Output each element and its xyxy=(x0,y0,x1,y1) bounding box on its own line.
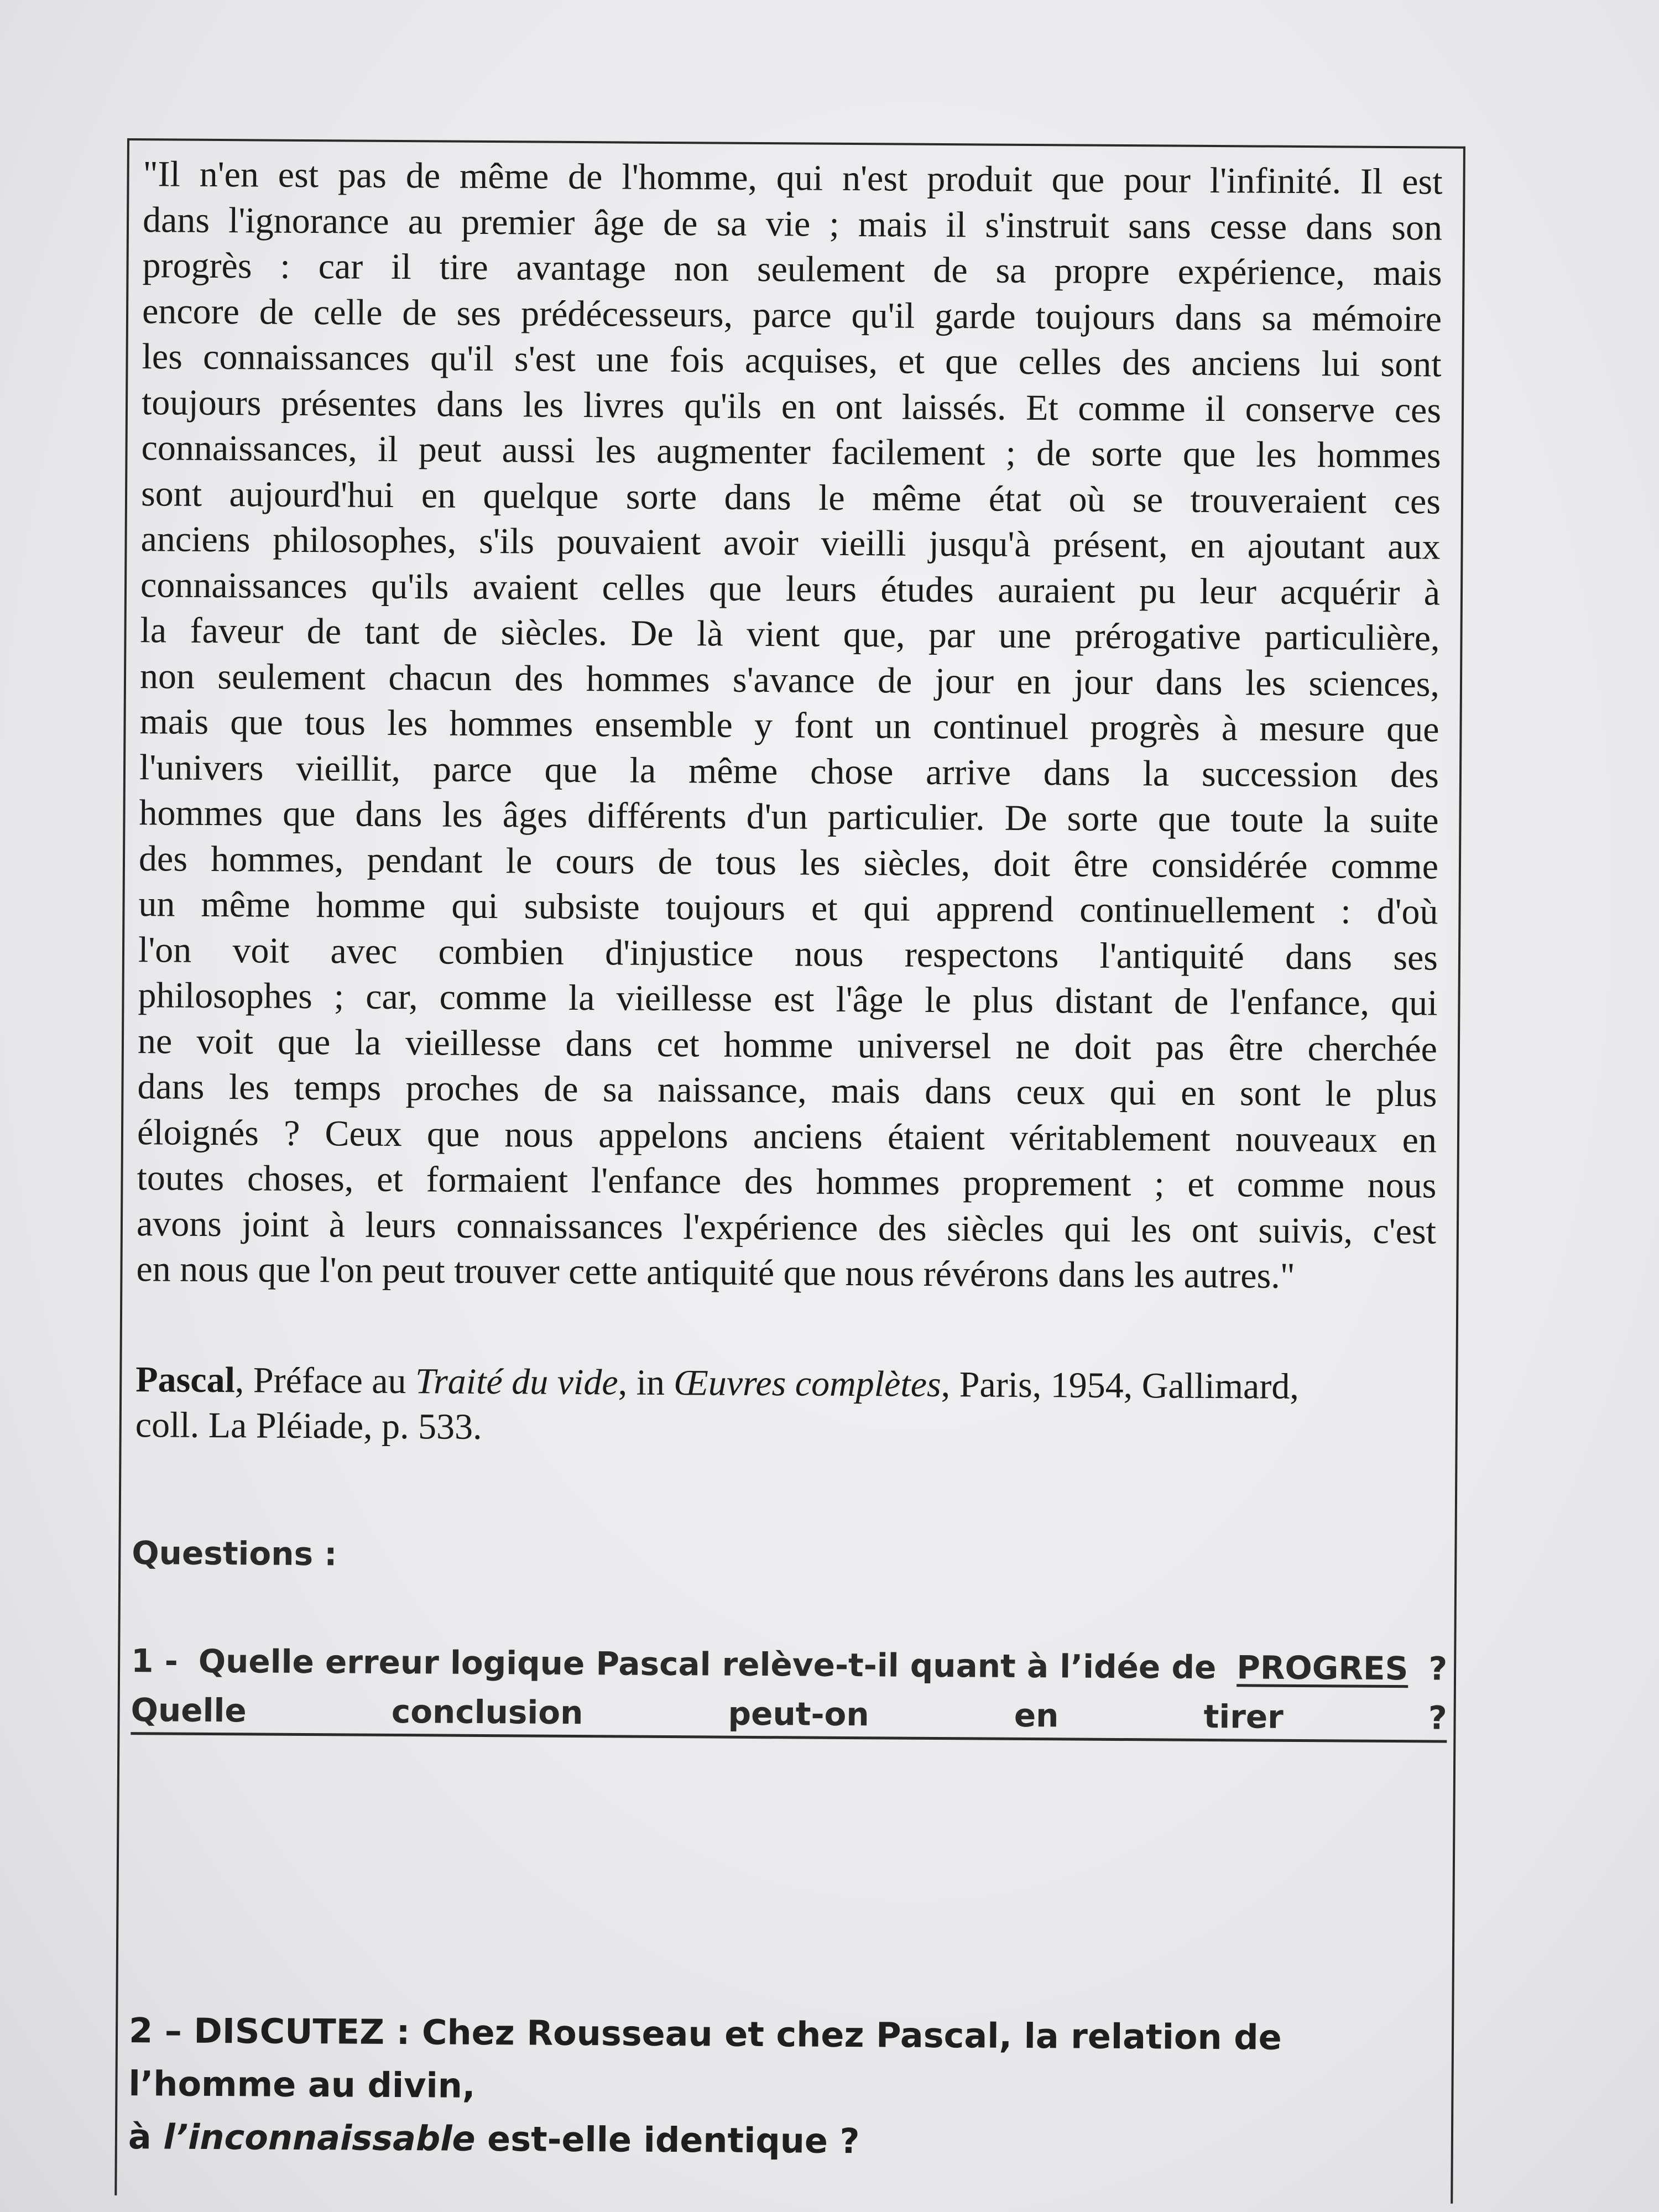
passage-line: l'on voit avec combien d'injustice nous respectons l'antiquité dans ses xyxy=(138,929,1438,978)
passage-line: l'univers vieillit, parce que la même chose arrive dans la succession des xyxy=(139,747,1439,796)
citation-text-1: , Préface au xyxy=(234,1360,416,1402)
text-frame xyxy=(114,138,1465,2204)
question-1-line-2-word: ? xyxy=(1428,1699,1447,1737)
question-2-line-1: 2 – DISCUTEZ : Chez Rousseau et chez Pascal, la relation de l’homme au divin, xyxy=(128,2010,1282,2106)
passage-line: sont aujourd'hui en quelque sorte dans le même état où se trouveraient ces xyxy=(140,473,1441,522)
passage-line: encore de celle de ses prédécesseurs, parce qu'il garde toujours dans sa mémoire xyxy=(142,290,1442,340)
citation-text-2: , in xyxy=(618,1362,674,1404)
question-2 xyxy=(128,2004,1446,2172)
citation-work-title: Traité du vide xyxy=(415,1361,618,1403)
passage-line: connaissances qu'ils avaient celles que leurs études auraient pu leur acquérir à xyxy=(140,564,1441,613)
question-1-line-1 xyxy=(131,1634,1448,1696)
question-2-text-b: est-elle identique ? xyxy=(475,2118,860,2162)
question-1-keyword: PROGRES xyxy=(1237,1648,1408,1688)
citation-line-2: coll. La Pléiade, p. 533. xyxy=(135,1405,482,1447)
passage-line: des hommes, pendant le cours de tous les siècles, doit être considérée comme xyxy=(138,838,1439,887)
pascal-passage xyxy=(136,152,1443,1300)
question-1-line-2-word: peut-on xyxy=(728,1694,869,1734)
passage-line: dans les temps proches de sa naissance, mais dans ceux qui en sont le plus xyxy=(137,1066,1437,1115)
passage-line: dans l'ignorance au premier âge de sa vie ; mais il s'instruit sans cesse dans son xyxy=(142,199,1443,248)
question-1-line-2-word: conclusion xyxy=(391,1692,583,1732)
question-1-line-2-word: tirer xyxy=(1203,1697,1284,1736)
question-1-line-2 xyxy=(131,1688,1447,1743)
passage-line: hommes que dans les âges différents d'un particulier. De sorte que toute la suite xyxy=(139,792,1439,841)
question-2-text-a: à xyxy=(128,2116,164,2157)
source-citation xyxy=(135,1357,1436,1455)
passage-line: les connaissances qu'il s'est une fois acquises, et que celles des anciens lui sont xyxy=(142,336,1442,385)
passage-line: mais que tous les hommes ensemble y font un continuel progrès à mesure que xyxy=(139,701,1439,750)
passage-line: un même homme qui subsiste toujours et qui apprend continuellement : d'où xyxy=(138,884,1438,932)
question-1-line-2-word: Quelle xyxy=(131,1691,247,1730)
passage-line: progrès : car il tire avantage non seulement de sa propre expérience, mais xyxy=(142,245,1442,294)
questions-heading: Questions : xyxy=(132,1534,337,1573)
passage-line: la faveur de tant de siècles. De là vient que, par une prérogative particulière, xyxy=(140,610,1440,659)
question-1-text: Quelle erreur logique Pascal relève-t-il quant à l’idée de xyxy=(198,1642,1217,1687)
passage-line: "Il n'en est pas de même de l'homme, qui n'est produit que pour l'infinité. Il est xyxy=(143,154,1443,202)
citation-author: Pascal xyxy=(135,1359,236,1401)
citation-collection-title: Œuvres complètes xyxy=(674,1363,941,1405)
passage-line: non seulement chacun des hommes s'avance de jour en jour dans les sciences, xyxy=(139,655,1440,705)
passage-line: philosophes ; car, comme la vieillesse est l'âge le plus distant de l'enfance, qui xyxy=(138,975,1438,1024)
passage-line: toutes choses, et formaient l'enfance des hommes proprement ; et comme nous xyxy=(137,1157,1437,1206)
question-1 xyxy=(131,1634,1447,1743)
passage-line: anciens philosophes, s'ils pouvaient avoir vieilli jusqu'à présent, en ajoutant aux xyxy=(140,519,1441,567)
passage-line: connaissances, il peut aussi les augmenter facilement ; de sorte que les hommes xyxy=(141,427,1441,476)
citation-text-3: , Paris, 1954, Gallimard, xyxy=(941,1364,1300,1407)
passage-line: ne voit que la vieillesse dans cet homme universel ne doit pas être cherchée xyxy=(137,1020,1438,1070)
passage-line: avons joint à leurs connaissances l'expérience des siècles qui les ont suivis, c'est xyxy=(136,1203,1437,1251)
question-1-number: 1 - xyxy=(131,1642,179,1680)
question-1-mark: ? xyxy=(1428,1650,1448,1688)
passage-line: toujours présentes dans les livres qu'ils en ont laissés. Et comme il conserve ces xyxy=(141,382,1442,431)
question-1-line-2-word: en xyxy=(1014,1696,1059,1735)
passage-line: en nous que l'on peut trouver cette antiquité que nous révérons dans les autres." xyxy=(136,1249,1295,1296)
passage-line: éloignés ? Ceux que nous appelons anciens étaient véritablement nouveaux en xyxy=(137,1112,1437,1160)
question-2-italic-term: l’inconnaissable xyxy=(163,2116,476,2159)
